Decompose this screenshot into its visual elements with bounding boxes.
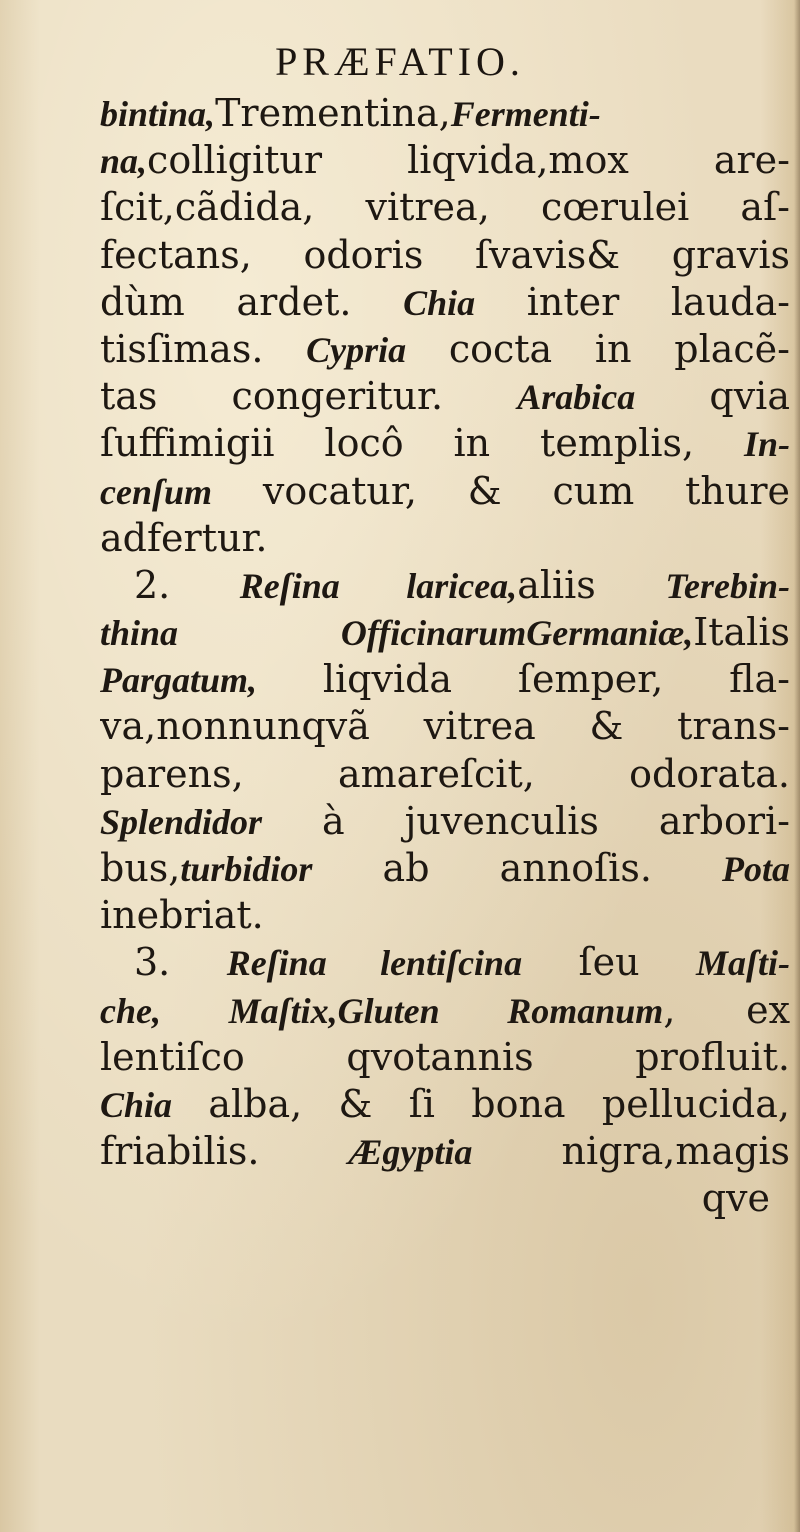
italic-term: bintina, xyxy=(100,94,216,134)
text-line xyxy=(100,515,790,562)
text-run: nigra,magis xyxy=(472,1129,790,1174)
italic-term: Splendidor xyxy=(100,801,263,842)
text-run: friabilis. xyxy=(100,1129,349,1174)
text-run: qvia xyxy=(635,374,790,419)
text-line xyxy=(100,1034,790,1081)
italic-term: Reſina lentiſcina xyxy=(226,943,523,984)
italic-term: cenſum xyxy=(100,471,212,512)
italic-term: Reſina laricea, xyxy=(239,565,518,606)
text-line xyxy=(100,656,790,703)
text-line xyxy=(100,609,790,656)
text-run: Trementina, xyxy=(215,91,451,135)
text-run: dùm ardet. xyxy=(100,279,404,324)
italic-term: Ægyptia xyxy=(348,1132,473,1173)
text-run: ab annoſis. xyxy=(312,846,722,890)
text-line xyxy=(100,939,790,986)
italic-term: Cypria xyxy=(306,329,407,370)
text-run: liqvida ſemper, fla- xyxy=(257,657,790,702)
text-run: va,nonnunqvã vitrea & trans- xyxy=(100,704,790,749)
text-line xyxy=(100,798,790,845)
italic-term: na, xyxy=(100,141,148,182)
text-run: alba, & ſi bona pellucida, xyxy=(172,1081,790,1126)
italic-term: thina OfficinarumGermaniæ, xyxy=(100,613,694,654)
text-run: lentiſco qvotannis profluit. xyxy=(100,1034,790,1079)
italic-term: Terebin- xyxy=(665,565,790,606)
text-run: colligitur liqvida,mox are- xyxy=(147,138,790,183)
text-run: aliis xyxy=(517,562,666,607)
text-line xyxy=(100,751,790,798)
text-line xyxy=(100,137,790,184)
text-run: 3. xyxy=(134,940,227,985)
italic-term: Chia xyxy=(403,282,476,323)
text-line xyxy=(100,279,790,326)
catchword: qve xyxy=(701,1176,770,1221)
text-line xyxy=(100,562,790,609)
italic-term: turbidior xyxy=(180,849,313,889)
italic-term: Fermenti- xyxy=(450,94,601,134)
text-run: inter lauda- xyxy=(475,279,790,324)
page-edge-shadow xyxy=(794,0,800,1532)
body-text xyxy=(100,90,790,1223)
text-run: parens, amareſcit, odorata. xyxy=(100,751,790,796)
italic-term: Chia xyxy=(100,1084,173,1125)
italic-term: In- xyxy=(743,424,790,465)
text-line xyxy=(100,703,790,750)
text-line xyxy=(100,1081,790,1128)
text-run: ſeu xyxy=(522,940,696,985)
running-head: PRÆFATIO. xyxy=(275,39,525,84)
text-run: ſuffimigii locô in templis, xyxy=(100,421,744,466)
text-run: tisſimas. xyxy=(100,326,307,371)
italic-term: Pargatum, xyxy=(100,660,258,701)
text-line xyxy=(100,373,790,420)
text-run: 2. xyxy=(134,562,240,607)
text-line xyxy=(100,326,790,373)
text-line xyxy=(100,420,790,467)
text-run: cocta in placẽ- xyxy=(406,326,790,371)
text-line xyxy=(100,892,790,939)
italic-term: Pota xyxy=(722,849,790,889)
text-run: fectans, odoris ſvavis& gravis xyxy=(100,232,790,277)
text-run: bus, xyxy=(100,846,181,890)
text-run: inebriat. xyxy=(100,893,264,938)
text-line xyxy=(100,184,790,231)
text-run: à juvenculis arbori- xyxy=(262,798,790,843)
text-run: , ex xyxy=(663,987,790,1032)
italic-term: che, Maſtix,Gluten Romanum xyxy=(100,990,664,1031)
italic-term: Maſti- xyxy=(696,943,790,984)
text-line xyxy=(100,845,790,892)
text-line xyxy=(100,987,790,1034)
text-line xyxy=(100,232,790,279)
text-run: tas congeritur. xyxy=(100,374,518,419)
text-run: adfertur. xyxy=(100,515,268,560)
text-run: ſcit,cãdida, vitrea, cœrulei aſ- xyxy=(100,185,790,230)
text-run: Italis xyxy=(693,610,790,655)
text-run: vocatur, & cum thure xyxy=(212,468,790,513)
text-line xyxy=(100,90,790,137)
text-line xyxy=(100,468,790,515)
italic-term: Arabica xyxy=(517,377,636,418)
text-line xyxy=(100,1128,790,1175)
